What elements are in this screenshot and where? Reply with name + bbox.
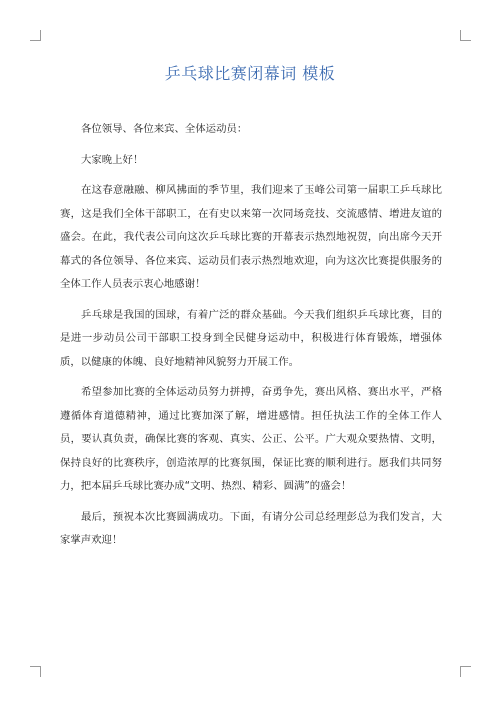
paragraph-closing: 最后，预祝本次比赛圆满成功。下面，有请分公司总经理彭总为我们发言，大家掌声欢迎！ <box>60 510 442 546</box>
paragraph-greeting: 大家晚上好！ <box>81 153 144 166</box>
paragraph-expectations: 希望参加比赛的全体运动员努力拼搏，奋勇争先，赛出风格、赛出水平，严格遵循体育道德精神，通过比赛加深了解，增进感情。担任执法工作的全体工作人员，要认真负责，确保比赛的客观、真实、公正、公平。广大观众要热情、文明，保持良好的比赛秩序，创造浓厚的比赛氛围，保证比赛的顺利进行。愿我们共同努力，把本届乒乓球比赛办成“文明、热烈、精彩、圆满”的盛会！ <box>60 386 442 492</box>
page-corner-mark-bottom-left <box>30 666 41 677</box>
page-corner-mark-bottom-right <box>460 666 471 677</box>
paragraph-purpose: 乒乓球是我国的国球，有着广泛的群众基础。今天我们组织乒乓球比赛，目的是进一步动员公司干部职工投身到全民健身运动中，积极进行体育锻炼，增强体质，以健康的体魄、良好地精神风貌努力开展工作。 <box>60 308 442 368</box>
paragraph-welcome: 在这春意融融、柳风拂面的季节里，我们迎来了玉峰公司第一届职工乒乓球比赛，这是我们全体干部职工，在有史以来第一次同场竞技、交流感情、增进友谊的盛会。在此，我代表公司向这次乒乓球比赛的开幕表示热烈地祝贺，向出席今天开幕式的各位领导、各位来宾、运动员们表示热烈地欢迎，向为这次比赛提供服务的全体工作人员表示衷心地感谢！ <box>60 184 442 290</box>
document-title: 乒乓球比赛闭幕词 模板 <box>164 64 336 83</box>
document-body <box>60 118 442 560</box>
page-corner-mark-top-right <box>460 30 471 41</box>
salutation: 各位领导、各位来宾、全体运动员： <box>81 123 248 135</box>
page-corner-mark-top-left <box>30 30 41 41</box>
